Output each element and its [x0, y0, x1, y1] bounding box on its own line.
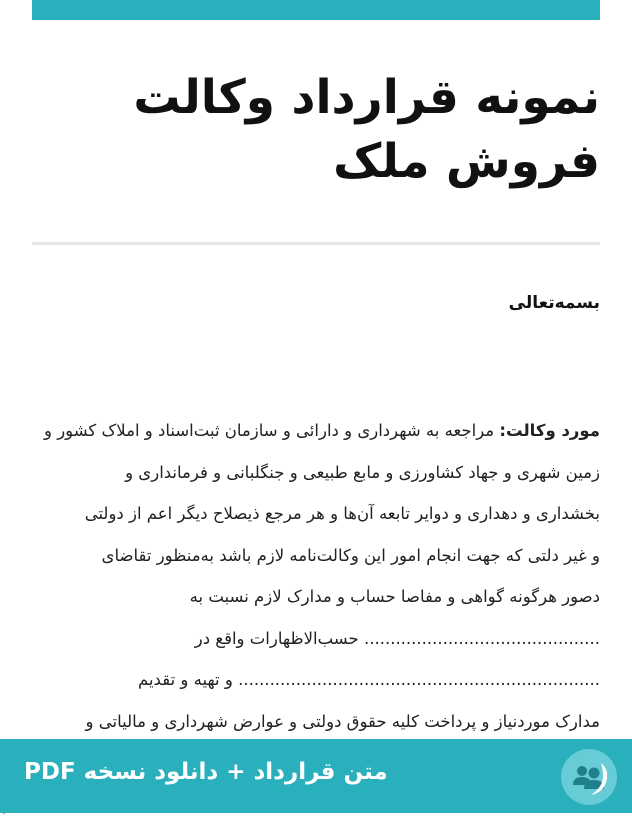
body-line: ............................................. حسب‌الاظهارات واقع در: [194, 628, 600, 648]
body-line: ..................................................................... و تهیه و تقدیم: [137, 670, 600, 689]
page-title-line-1: نمونه قرارداد وکالت: [133, 70, 600, 125]
body-line: [32, 412, 600, 454]
page-title-line-2: فروش ملک: [333, 134, 600, 189]
title-divider: [32, 242, 600, 245]
contract-body: [32, 412, 600, 744]
download-banner[interactable]: [0, 739, 632, 813]
body-line: و غیر دلتی که جهت انجام امور این وکالت‌نامه لازم باشد به‌منظور تقاضای: [101, 545, 600, 565]
body-line: زمین شهری و جهاد کشاورزی و مابع طبیعی و جنگلبانی و فرمانداری و: [125, 462, 600, 482]
body-line: بخشداری و دهداری و دوایر تابعه آن‌ها و هر مرجع ذیصلاح دیگر اعم از دولتی: [84, 504, 600, 523]
bismillah-heading: بسمه‌تعالی: [508, 293, 600, 313]
body-line: مدارک موردنیاز و پرداخت کلیه حقوق دولتی و عوارض شهرداری و مالیاتی و: [85, 711, 600, 731]
body-line-text: مراجعه به شهرداری و دارائی و سازمان ثبت‌اسناد و املاک کشور و: [43, 421, 495, 440]
corner-mark: ر: [3, 805, 7, 814]
body-line: دصور هرگونه گواهی و مفاصا حساب و مدارک لازم نسبت به: [189, 587, 600, 606]
subject-label: مورد وکالت:: [499, 421, 600, 440]
top-accent-bar: [32, 0, 600, 20]
users-logo-icon: [561, 749, 617, 805]
page-title: [32, 66, 600, 194]
download-banner-text[interactable]: متن قرارداد + دانلود نسخه PDF: [24, 759, 388, 785]
